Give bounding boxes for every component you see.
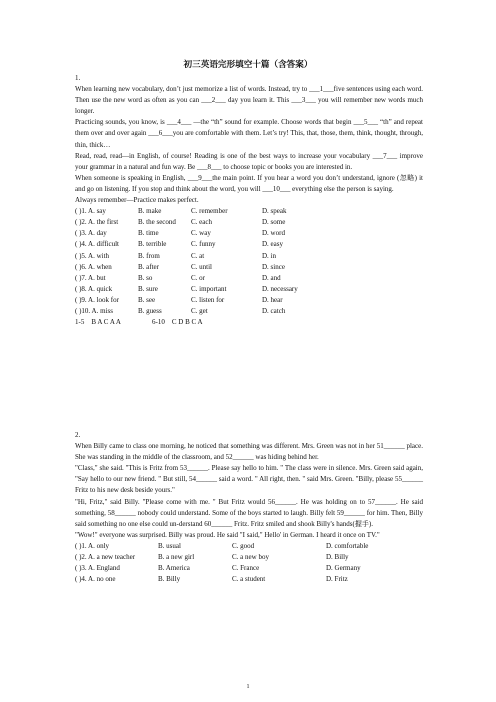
question-row (75, 251, 423, 262)
option-text: C. get (191, 306, 208, 315)
question-row (75, 552, 423, 563)
option-text: C. France (232, 564, 260, 573)
question-row (75, 228, 423, 239)
answer-key: 1-5 B A C A A 6-10 C D B C A (75, 318, 203, 327)
section-number: 1. (75, 74, 81, 82)
option-text: D. Fritz (326, 575, 348, 584)
option-text: B. from (138, 251, 160, 260)
option-text: C. funny (191, 240, 216, 249)
page-title: 初三英语完形填空十篇（含答案） (183, 60, 313, 70)
option-text: B. so (138, 273, 153, 282)
option-text: D. since (262, 262, 285, 271)
option-text: D. speak (262, 207, 287, 216)
option-text: D. Germany (326, 564, 361, 573)
passage-paragraph: When someone is speaking in English, ___9___the main point. If you hear a word you don’t understand, ignore (忽略) it and go on listening. If you stop and think about the word, you will ___10___ everything else the person is saying. (75, 173, 423, 193)
option-text: C. or (191, 273, 205, 282)
option-text: D. hear (262, 295, 283, 304)
section-2 (75, 430, 423, 585)
option-text: B. make (138, 207, 162, 216)
question-row (75, 563, 423, 574)
option-text: B. guess (138, 306, 162, 315)
option-text: B. a new girl (158, 553, 195, 562)
option-text: B. sure (138, 284, 158, 293)
passage-paragraph: "Class," she said. "This is Fritz from 53______. Please say hello to him. " The class were in silence. Mrs. Green said again, "Say hello to our new friend. " But still, 54______ said a word. " All right, then. " said Mrs. Green. "Billy, please 55______ Fritz to his new desk beside yours." (75, 464, 423, 495)
option-text: B. terrible (138, 240, 167, 249)
passage-paragraph: When Billy came to class one morning, he noticed that something was different. Mrs. Green was not in her 51______ place. She was standing in the middle of the classroom, and 52______ was hiding behind her. (75, 442, 423, 462)
option-text: B. after (138, 262, 159, 271)
option-text: D. catch (262, 306, 286, 315)
question-row (75, 239, 423, 250)
passage-paragraph: "Hi, Fritz," said Billy. "Please come with me. " But Fritz would 56______. He was holding on to 57______. He said something, 58______ nobody could understand. Some of the boys started to laugh. Billy felt 59______ for him. Then, Billy said something no one else could un-derstand 60______ Fritz. Fritz smiled and shook Billy's hands(握手). (75, 497, 423, 528)
option-text: C. important (191, 284, 227, 293)
question-row (75, 295, 423, 306)
option-text: B. the second (138, 218, 176, 227)
question-row (75, 206, 423, 217)
option-text: ( )1. A. only (75, 541, 110, 550)
option-text: D. and (262, 273, 281, 282)
option-text: C. good (232, 541, 255, 550)
option-text: B. America (158, 564, 190, 573)
question-row (75, 262, 423, 273)
passage-paragraph: When learning new vocabulary, don’t just memorize a list of words. Instead, try to ___1___five sentences using each word. Then use the new word as often as you can ___2___ day you learn it. This ___3___ you will remember new words much longer. (75, 85, 423, 116)
passage-paragraph: Practicing sounds, you know, is ___4___ —the “th” sound for example. Choose words that begin ___5___ “th” and repeat them over and over again ___6___you are comfortable with them. Let’s try! This, that, those, them, think, thought, through, thin, thick… (75, 118, 423, 149)
option-text: ( )3. A. day (75, 229, 107, 238)
option-text: B. Billy (158, 575, 181, 584)
option-text: C. each (191, 218, 212, 227)
passage-paragraph: Always remember—Practice makes perfect. (75, 196, 199, 205)
question-row (75, 306, 423, 317)
option-text: D. word (262, 229, 285, 238)
question-row (75, 574, 423, 585)
option-text: ( )2. A. the first (75, 218, 119, 227)
option-text: C. a student (232, 575, 266, 584)
option-text: B. time (138, 229, 159, 238)
question-row (75, 541, 423, 552)
option-text: C. listen for (191, 295, 225, 304)
question-row (75, 217, 423, 228)
passage-paragraph: "Wow!" everyone was surprised. Billy was proud. He said "I said," Hello' in German. I heard it once on TV." (75, 530, 380, 539)
page-number: 1 (246, 684, 250, 690)
option-text: D. comfortable (326, 541, 369, 550)
option-text: ( )6. A. when (75, 262, 112, 271)
option-text: ( )4. A. difficult (75, 240, 120, 249)
option-text: ( )10. A. miss (75, 306, 113, 315)
option-text: D. Billy (326, 553, 349, 562)
option-text: B. see (138, 295, 156, 304)
section-number: 2. (75, 431, 81, 439)
option-text: C. a new boy (232, 553, 269, 562)
option-text: ( )8. A. quick (75, 284, 113, 293)
option-text: ( )3. A. England (75, 564, 120, 573)
option-text: ( )9. A. look for (75, 295, 119, 304)
option-text: C. way (191, 229, 211, 238)
option-text: D. in (262, 251, 276, 260)
option-text: D. some (262, 218, 286, 227)
section-1 (75, 73, 423, 328)
question-row (75, 284, 423, 295)
question-row (75, 273, 423, 284)
option-text: ( )1. A. say (75, 207, 106, 216)
option-text: C. at (191, 251, 205, 260)
passage-paragraph: Read, read, read—in English, of course! Reading is one of the best ways to increase your vocabulary ___7___ improve your grammar in a natural and fun way. Be ___8___ to choose topic or books you are interested in. (75, 151, 423, 171)
option-text: ( )2. A. a new teacher (75, 553, 136, 562)
option-text: ( )7. A. but (75, 273, 106, 282)
option-text: C. until (191, 262, 213, 271)
option-text: D. necessary (262, 284, 298, 293)
option-text: C. remember (191, 207, 228, 216)
option-text: ( )4. A. no one (75, 575, 116, 584)
option-text: D. easy (262, 240, 283, 249)
option-text: ( )5. A. with (75, 251, 110, 260)
option-text: B. usual (158, 541, 181, 550)
